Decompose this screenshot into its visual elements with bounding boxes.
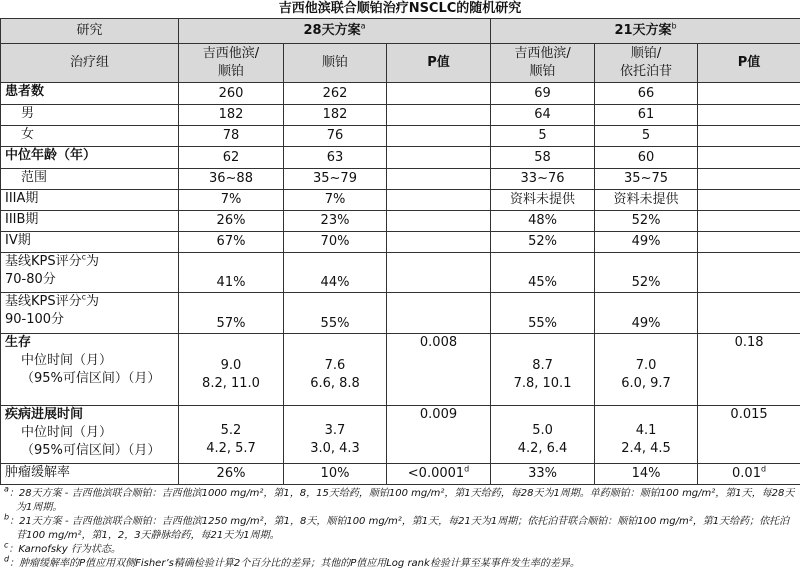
cell-text: 33%	[528, 466, 557, 481]
cell-text: 61	[637, 107, 655, 122]
label-text: IIIA期	[5, 191, 39, 206]
cell-text: 23%	[320, 213, 350, 228]
value-cell	[491, 83, 595, 105]
cell-text: 7%	[220, 192, 242, 207]
value-cell	[284, 232, 387, 253]
label-text: 为	[86, 294, 100, 309]
row-label	[1, 169, 179, 190]
cell-text: 45%	[528, 275, 557, 290]
value-cell	[595, 105, 698, 126]
header-col: 吉西他滨/ 顺铂	[491, 44, 595, 83]
p-value-cell	[698, 83, 800, 105]
value-cell	[284, 83, 387, 105]
header-treatment: 治疗组	[1, 44, 179, 83]
cell-text: 7.6 6.6, 8.8	[310, 357, 360, 391]
cell-text: 49%	[631, 316, 661, 331]
row-label	[1, 190, 179, 211]
value-cell	[179, 83, 284, 105]
label-text: （95%可信区间）（月）	[21, 443, 161, 458]
cell-text: 5	[538, 128, 547, 143]
label-text: 女	[21, 127, 35, 142]
value-cell	[491, 232, 595, 253]
cell-text: 52%	[631, 213, 661, 228]
cell-text: 0.009	[419, 407, 458, 422]
cell-text: 52%	[528, 234, 557, 249]
cell-text: 14%	[631, 466, 661, 481]
value-cell	[491, 464, 595, 485]
cell-text: 0.008	[419, 335, 458, 350]
table-title: 吉西他滨联合顺铂治疗NSCLC的随机研究	[278, 1, 522, 16]
footnote	[4, 512, 796, 543]
header-21-day: 21天方案$^b$	[491, 19, 800, 44]
label-text: 生存	[5, 335, 32, 350]
value-cell	[595, 147, 698, 169]
footnote-marker: c	[81, 252, 87, 262]
cell-text: 44%	[320, 275, 350, 290]
cell-text: 36~88	[209, 171, 253, 186]
cell-text: 35~75	[624, 171, 669, 186]
cell-text: 7%	[324, 192, 346, 207]
header-28-day: 28天方案$^a$	[179, 19, 491, 44]
header-col: 顺铂	[284, 44, 387, 83]
value-cell	[491, 105, 595, 126]
header-col: P值	[698, 44, 800, 83]
cell-text: 55%	[320, 316, 350, 331]
footnote-marker: d	[464, 464, 470, 474]
value-cell	[179, 126, 284, 147]
p-value-cell	[698, 105, 800, 126]
p-value-cell	[387, 126, 491, 147]
row-label	[1, 406, 179, 464]
p-value-cell	[387, 83, 491, 105]
label-text: 中位时间（月）	[21, 353, 113, 368]
p-value-cell	[698, 334, 800, 406]
cell-text: 10%	[320, 466, 350, 481]
value-cell	[179, 147, 284, 169]
value-cell	[179, 211, 284, 232]
value-cell	[491, 211, 595, 232]
p-value-cell	[387, 105, 491, 126]
footnote-marker: d	[4, 554, 10, 564]
p-value-cell	[387, 211, 491, 232]
value-cell	[179, 253, 284, 293]
cell-text: 49%	[631, 234, 661, 249]
value-cell	[491, 253, 595, 293]
value-cell	[491, 126, 595, 147]
header-study: 研究	[1, 19, 179, 44]
row-label	[1, 211, 179, 232]
value-cell	[179, 334, 284, 406]
label-text: IIIB期	[5, 212, 39, 227]
cell-text: 66	[637, 85, 655, 101]
label-text: 70-80分	[5, 272, 56, 287]
table-row	[1, 232, 800, 253]
label-text: 肿瘤缓解率	[5, 465, 71, 480]
table-row	[1, 126, 800, 147]
p-value-cell	[698, 293, 800, 334]
label-text: 患者数	[5, 84, 45, 99]
p-value-cell	[698, 232, 800, 253]
label-text: （95%可信区间）（月）	[21, 371, 161, 386]
row-label	[1, 232, 179, 253]
value-cell	[179, 293, 284, 334]
table-row	[1, 334, 800, 406]
row-label	[1, 464, 179, 485]
value-cell	[595, 232, 698, 253]
row-label	[1, 126, 179, 147]
cell-text: 5.2 4.2, 5.7	[206, 422, 256, 456]
cell-text: 资料未提供	[613, 192, 679, 207]
p-value-cell	[698, 169, 800, 190]
footnote	[4, 540, 796, 557]
value-cell	[284, 211, 387, 232]
table-row	[1, 83, 800, 105]
cell-text: 资料未提供	[510, 192, 576, 207]
value-cell	[491, 406, 595, 464]
cell-text: 52%	[631, 275, 661, 290]
value-cell	[284, 334, 387, 406]
footnote-text: ：肿瘤缓解率的P值应用双侧Fisher’s精确检验计算2个百分比的差异；其他的P值应用Log rank检验计算至某事件发生率的差异。	[9, 558, 580, 569]
header-col: 顺铂/ 依托泊苷	[595, 44, 698, 83]
p-value-cell	[698, 253, 800, 293]
cell-text: 58	[534, 149, 551, 165]
value-cell	[491, 334, 595, 406]
value-cell	[284, 105, 387, 126]
cell-text: 4.1 2.4, 4.5	[621, 422, 671, 456]
value-cell	[179, 464, 284, 485]
value-cell	[595, 211, 698, 232]
cell-text: 182	[322, 107, 348, 122]
row-label	[1, 83, 179, 105]
footnote	[4, 484, 796, 515]
value-cell	[179, 406, 284, 464]
cell-text: 35~79	[313, 171, 357, 186]
p-value-cell	[698, 190, 800, 211]
value-cell	[284, 169, 387, 190]
value-cell	[595, 190, 698, 211]
row-label	[1, 105, 179, 126]
cell-text: 64	[534, 107, 551, 122]
p-value-cell	[387, 147, 491, 169]
label-text: 为	[86, 254, 100, 269]
footnote-marker: b	[4, 512, 10, 522]
row-label	[1, 147, 179, 169]
table-row	[1, 190, 800, 211]
cell-text: 0.18	[734, 335, 764, 350]
footnote-marker: c	[81, 292, 87, 302]
value-cell	[179, 169, 284, 190]
cell-text: 0.015	[730, 407, 768, 422]
cell-text: 7.0 6.0, 9.7	[621, 357, 671, 391]
p-value-cell	[387, 232, 491, 253]
cell-text: 9.0 8.2, 11.0	[202, 357, 260, 391]
value-cell	[595, 406, 698, 464]
value-cell	[284, 464, 387, 485]
p-value-cell	[387, 169, 491, 190]
cell-text: 8.7 7.8, 10.1	[513, 357, 572, 391]
row-label	[1, 334, 179, 406]
table-row	[1, 464, 800, 485]
cell-text: 3.7 3.0, 4.3	[310, 422, 360, 456]
p-value-cell	[387, 293, 491, 334]
value-cell	[284, 293, 387, 334]
cell-text: 260	[218, 85, 244, 101]
label-text: 男	[21, 106, 35, 121]
cell-text: 5	[641, 128, 651, 143]
value-cell	[284, 147, 387, 169]
value-cell	[284, 253, 387, 293]
table-row	[1, 293, 800, 334]
cell-text: <0.0001	[407, 466, 465, 481]
header-col: P值	[387, 44, 491, 83]
p-value-cell	[387, 464, 491, 485]
cell-text: 62	[222, 149, 240, 165]
value-cell	[595, 293, 698, 334]
cell-text: 5.0 4.2, 6.4	[517, 422, 568, 456]
label-text: 疾病进展时间	[5, 407, 84, 422]
footnote-marker: a	[4, 484, 9, 494]
table-row	[1, 105, 800, 126]
p-value-cell	[387, 406, 491, 464]
p-value-cell	[698, 147, 800, 169]
p-value-cell	[387, 253, 491, 293]
label-text: 中位年龄（年）	[5, 148, 97, 163]
cell-text: 41%	[216, 275, 246, 290]
cell-text: 60	[637, 149, 655, 165]
value-cell	[284, 190, 387, 211]
value-cell	[284, 406, 387, 464]
cell-text: 55%	[528, 316, 557, 331]
footnote-text: ：21天方案 - 吉西他滨联合顺铂：吉西他滨1250 mg/m²，第1，8天，顺铂100 mg/m²，第1天，每21天为1周期；依托泊苷联合顺铂：顺铂100 mg/m²，第1天给药；依托泊苷100 mg/m²，第1，2，3天静脉给药，每21天为1周期。	[9, 516, 790, 541]
value-cell	[595, 464, 698, 485]
value-cell	[595, 169, 698, 190]
cell-text: 0.01	[732, 466, 761, 481]
value-cell	[179, 105, 284, 126]
table-row	[1, 147, 800, 169]
value-cell	[595, 334, 698, 406]
results-table	[0, 18, 800, 485]
cell-text: 57%	[216, 316, 246, 331]
value-cell	[491, 190, 595, 211]
row-label	[1, 293, 179, 334]
value-cell	[595, 253, 698, 293]
cell-text: 78	[222, 128, 240, 143]
value-cell	[491, 293, 595, 334]
cell-text: 70%	[320, 234, 350, 249]
label-text: IV期	[5, 233, 31, 248]
p-value-cell	[698, 211, 800, 232]
value-cell	[179, 190, 284, 211]
footnote-marker: c	[4, 540, 9, 550]
label-text: 中位时间（月）	[21, 425, 113, 440]
header-col: 吉西他滨/ 顺铂	[179, 44, 284, 83]
label-text: 范围	[21, 170, 48, 185]
label-text: 基线KPS评分	[5, 254, 82, 269]
table-row	[1, 253, 800, 293]
p-value-cell	[387, 190, 491, 211]
value-cell	[491, 147, 595, 169]
footnotes	[0, 485, 800, 571]
p-value-cell	[387, 334, 491, 406]
cell-text: 67%	[216, 234, 246, 249]
table-row	[1, 406, 800, 464]
cell-text: 262	[322, 85, 348, 101]
label-text: 基线KPS评分	[5, 294, 82, 309]
cell-text: 182	[218, 107, 244, 122]
label-text: 90-100分	[5, 312, 65, 327]
cell-text: 48%	[528, 213, 557, 228]
cell-text: 26%	[216, 213, 246, 228]
table-row	[1, 211, 800, 232]
value-cell	[491, 169, 595, 190]
footnote-text: ：Karnofsky 行为状态。	[8, 544, 121, 555]
value-cell	[595, 126, 698, 147]
cell-text: 69	[534, 85, 551, 101]
value-cell	[179, 232, 284, 253]
cell-text: 63	[326, 149, 344, 165]
p-value-cell	[698, 126, 800, 147]
footnote-marker: d	[760, 464, 767, 474]
cell-text: 76	[326, 128, 344, 143]
value-cell	[284, 126, 387, 147]
p-value-cell	[698, 464, 800, 485]
value-cell	[595, 83, 698, 105]
cell-text: 26%	[216, 466, 246, 481]
p-value-cell	[698, 406, 800, 464]
footnote	[4, 554, 796, 571]
row-label	[1, 253, 179, 293]
footnote-text: ：28天方案 - 吉西他滨联合顺铂：吉西他滨1000 mg/m²，第1，8，15天给药，顺铂100 mg/m²，第1天给药，每28天为1周期。单药顺铂：顺铂100 mg/m²，第1天，每28天为1周期。	[8, 488, 795, 513]
cell-text: 33~76	[520, 171, 565, 186]
table-row	[1, 169, 800, 190]
